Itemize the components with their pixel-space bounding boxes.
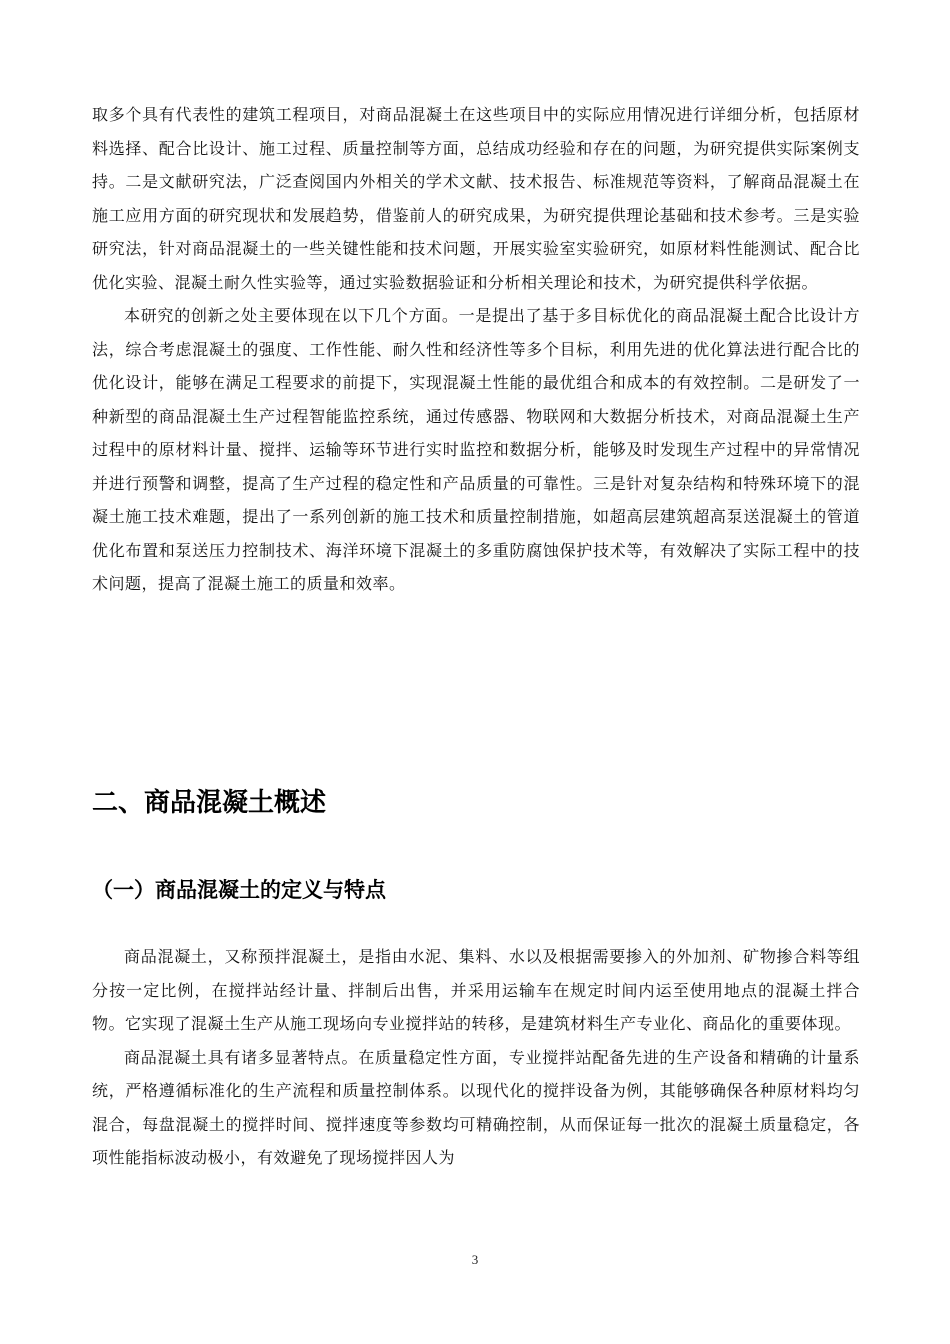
body-text-bottom xyxy=(92,940,860,1175)
paragraph-definition: 商品混凝土，又称预拌混凝土，是指由水泥、集料、水以及根据需要掺入的外加剂、矿物掺合料等组分按一定比例，在搅拌站经计量、拌制后出售，并采用运输车在规定时间内运至使用地点的混凝土拌合物。它实现了混凝土生产从施工现场向专业搅拌站的转移，是建筑材料生产专业化、商品化的重要体现。 xyxy=(92,947,860,1033)
page-number: 3 xyxy=(471,1252,479,1267)
paragraph-characteristics: 商品混凝土具有诸多显著特点。在质量稳定性方面，专业搅拌站配备先进的生产设备和精确的计量系统，严格遵循标准化的生产流程和质量控制体系。以现代化的搅拌设备为例，其能够确保各种原材料均匀混合，每盘混凝土的搅拌时间、搅拌速度等参数均可精确控制，从而保证每一批次的混凝土质量稳定，各项性能指标波动极小，有效避免了现场搅拌因人为 xyxy=(92,1047,860,1167)
paragraph-innovations: 本研究的创新之处主要体现在以下几个方面。一是提出了基于多目标优化的商品混凝土配合比设计方法，综合考虑混凝土的强度、工作性能、耐久性和经济性等多个目标，利用先进的优化算法进行配合比的优化设计，能够在满足工程要求的前提下，实现混凝土性能的最优组合和成本的有效控制。二是研发了一种新型的商品混凝土生产过程智能监控系统，通过传感器、物联网和大数据分析技术，对商品混凝土生产过程中的原材料计量、搅拌、运输等环节进行实时监控和数据分析，能够及时发现生产过程中的异常情况并进行预警和调整，提高了生产过程的稳定性和产品质量的可靠性。三是针对复杂结构和特殊环境下的混凝土施工技术难题，提出了一系列创新的施工技术和质量控制措施，如超高层建筑超高泵送混凝土的管道优化布置和泵送压力控制技术、海洋环境下混凝土的多重防腐蚀保护技术等，有效解决了实际工程中的技术问题，提高了混凝土施工的质量和效率。 xyxy=(92,306,860,593)
section-heading: 二、商品混凝土概述 xyxy=(92,788,327,818)
body-text-top xyxy=(92,98,860,601)
paragraph-research-methods: 取多个具有代表性的建筑工程项目，对商品混凝土在这些项目中的实际应用情况进行详细分析，包括原材料选择、配合比设计、施工过程、质量控制等方面，总结成功经验和存在的问题，为研究提供实际案例支持。二是文献研究法，广泛查阅国内外相关的学术文献、技术报告、标准规范等资料，了解商品混凝土在施工应用方面的研究现状和发展趋势，借鉴前人的研究成果，为研究提供理论基础和技术参考。三是实验研究法，针对商品混凝土的一些关键性能和技术问题，开展实验室实验研究，如原材料性能测试、配合比优化实验、混凝土耐久性实验等，通过实验数据验证和分析相关理论和技术，为研究提供科学依据。 xyxy=(92,105,860,292)
subsection-heading: （一）商品混凝土的定义与特点 xyxy=(92,878,386,902)
